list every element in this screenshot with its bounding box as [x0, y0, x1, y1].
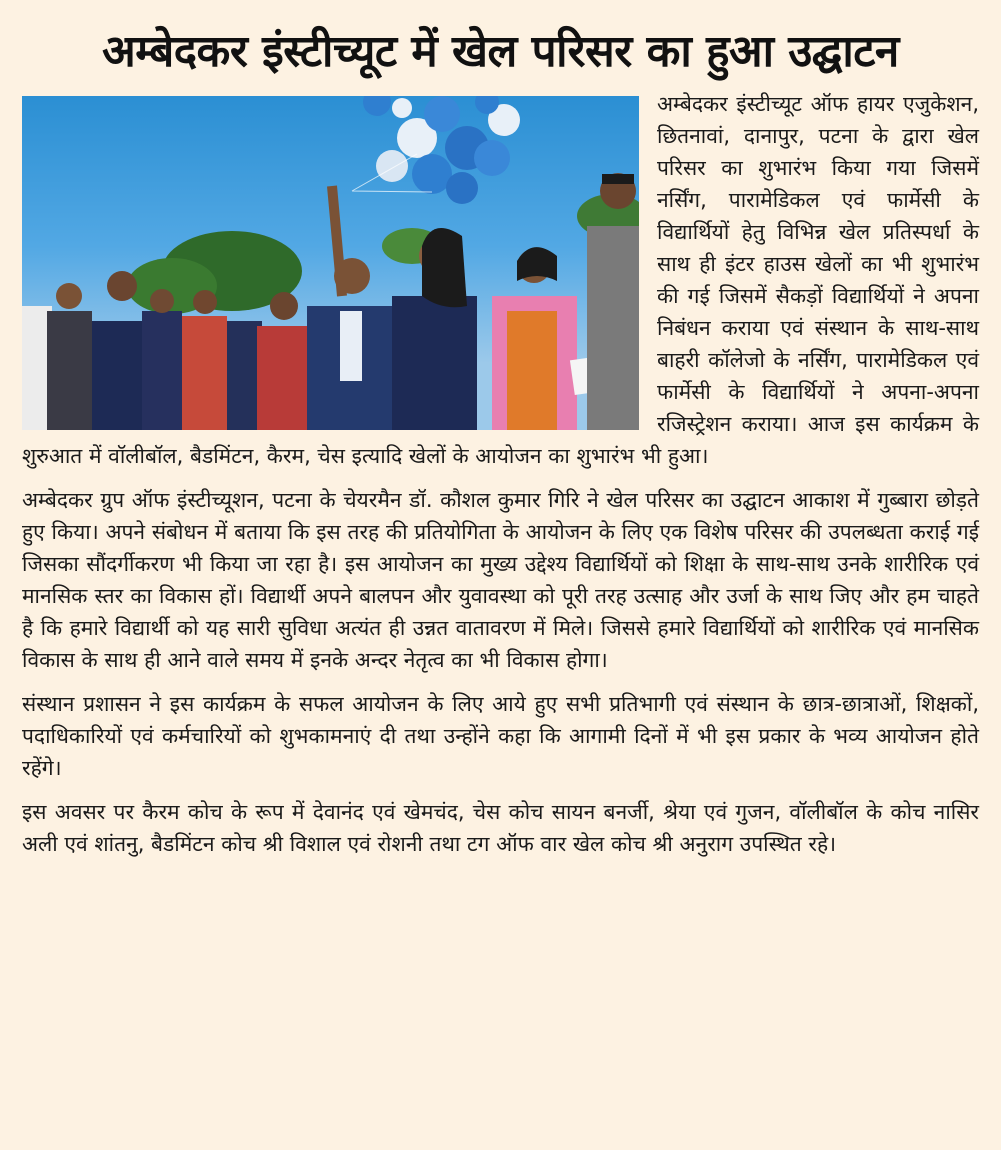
article-body — [22, 88, 979, 860]
event-photo — [22, 96, 639, 430]
headline: अम्बेदकर इंस्टीच्यूट में खेल परिसर का हुआ उद्घाटन — [102, 26, 899, 77]
paragraph-coaches: इस अवसर पर कैरम कोच के रूप में देवानंद एवं खेमचंद, चेस कोच सायन बनर्जी, श्रेया एवं गुजन, वॉलीबॉल के कोच नासिर अली एवं शांतनु, बैडमिंटन कोच श्री विशाल एवं रोशनी तथा टग ऑफ वार खेल कोच श्री अनुराग उपस्थित रहे। — [22, 800, 979, 856]
crowd — [22, 173, 639, 430]
paragraph-intro: अम्बेदकर इंस्टीच्यूट ऑफ हायर एजुकेशन, छितनावां, दानापुर, पटना के द्वारा खेल परिसर का शुभारंभ किया गया जिसमें नर्सिंग, पारामेडिकल एवं फार्मेसी के विद्यार्थियों हेतु विभिन्न खेल प्रतिस्पर्धा के साथ ही इंटर हाउस खेलों का भी शुभारंभ की गई जिसमें सैकड़ों विद्यार्थियों ने अपना निबंधन कराया एवं संस्थान के साथ-साथ बाहरी कॉलेजो के नर्सिंग, पारामेडिकल एवं फार्मेसी के विद्यार्थियों ने अपना-अपना रजिस्ट्रेशन कराया। आज इस कार्यक्रम के शुरुआत में वॉलीबॉल, बैडमिंटन, कैरम, चेस इत्यादि खेलों के आयोजन का शुभारंभ भी हुआ। — [22, 92, 979, 468]
paragraph-inauguration: अम्बेदकर ग्रुप ऑफ इंस्टीच्यूशन, पटना के चेयरमैन डॉ. कौशल कुमार गिरि ने खेल परिसर का उद्घाटन आकाश में गुब्बारा छोड़ते हुए किया। अपने संबोधन में बताया कि इस तरह की प्रतियोगिता के आयोजन के लिए एक विशेष परिसर की उपलब्धता कराई गई जिसका सौंदर्गीकरण भी किया जा रहा है। इस आयोजन का मुख्य उद्देश्य विद्यार्थियों को शिक्षा के साथ-साथ उनके शारीरिक एवं मानसिक स्तर का विकास हों। विद्यार्थी अपने बालपन और युवावस्था को पूरी तरह उत्साह और उर्जा के साथ जिए और हम चाहते है कि हमारे विद्यार्थी को यह सारी सुविधा अत्यंत ही उन्नत वातावरण में मिले। जिससे हमारे विद्यार्थियों को शारीरिक एवं मानसिक विकास के साथ ही आने वाले समय में इनके अन्दर नेतृत्व का भी विकास होगा। — [22, 488, 979, 672]
paragraph-administration: संस्थान प्रशासन ने इस कार्यक्रम के सफल आयोजन के लिए आये हुए सभी प्रतिभागी एवं संस्थान के छात्र-छात्राओं, शिक्षकों, पदाधिकारियों एवं कर्मचारियों को शुभकामनाएं दी तथा उन्होंने कहा कि आगामी दिनों में भी इस प्रकार के भव्य आयोजन होते रहेंगे। — [22, 692, 979, 780]
balloon-release-illustration — [22, 96, 639, 430]
balloon-cluster — [352, 96, 520, 204]
